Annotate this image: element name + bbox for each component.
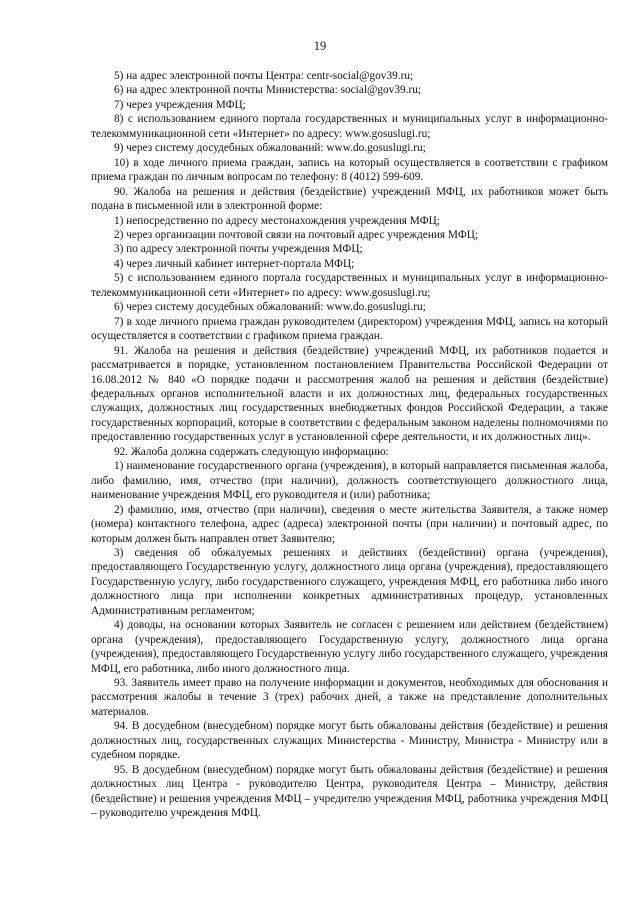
paragraph: 95. В досудебном (внесудебном) порядке могут быть обжалованы действия (бездействие) и решения должностных лиц Центра - руководителю Центра, руководителя Центра – Министру, действия (бездействие) и решения учреждения МФЦ – учредителю учреждения МФЦ, работника учреждения МФЦ – руководителю учреждения МФЦ. xyxy=(91,763,608,820)
paragraph: 8) с использованием единого портала государственных и муниципальных услуг в информационно-телекоммуникационной сети «Интернет» по адресу: www.gosuslugi.ru; xyxy=(91,113,608,140)
paragraph: 4) через личный кабинет интернет-портала МФЦ; xyxy=(114,257,355,270)
paragraph: 4) доводы, на основании которых Заявитель не согласен с решением или действием (бездействием) органа (учреждения), предоставляющего Государственную услугу, должностного лица органа (учреждения), предоставляющего Государственную услугу либо государственного служащего, учреждения МФЦ, его работника, либо иного должностного лица. xyxy=(91,619,608,675)
paragraph: 5) на адрес электронной почты Центра: centr-social@gov39.ru; xyxy=(114,70,414,82)
paragraph: 94. В досудебном (внесудебном) порядке могут быть обжалованы действия (бездействие) и решения должностных лиц, государственных служащих Министерства - Министру, Министра - Министру или в судебном порядке. xyxy=(91,720,608,762)
document-body xyxy=(91,69,608,821)
paragraph: 1) непосредственно по адресу местонахождения учреждения МФЦ; xyxy=(114,214,440,227)
paragraph: 91. Жалоба на решения и действия (бездействие) учреждений МФЦ, их работников подается и рассматривается в порядке, установленном постановлением Правительства Российской Федерации от 16.08.2012 № 840 «О порядке подачи и рассмотрения жалоб на решения и действия (бездействие) федеральных органов исполнительной власти и их должностных лиц, федеральных государственных служащих, должностных лиц государственных внебюджетных фондов Российской Федерации, а также государственных корпораций, которые в соответствии с федеральным законом наделены полномочиями по предоставлению государственных услуг в установленной сфере деятельности, и их должностных лиц». xyxy=(91,344,608,444)
paragraph: 9) через систему досудебных обжалований: www.do.gosuslugi.ru; xyxy=(114,142,426,155)
paragraph: 90. Жалоба на решения и действия (бездействие) учреждений МФЦ, их работников может быть подана в письменной или в электронной форме: xyxy=(91,185,608,213)
paragraph: 6) на адрес электронной почты Министерства: social@gov39.ru; xyxy=(114,84,421,97)
paragraph: 2) через организации почтовой связи на почтовый адрес учреждения МФЦ; xyxy=(114,228,479,241)
paragraph: 3) сведения об обжалуемых решениях и действиях (бездействии) органа (учреждения), предоставляющего Государственную услугу, должностного лица органа (учреждения), предоставляющего Государственную услугу, либо государственного служащего, учреждения МФЦ, его работника либо иного должностного лица при исполнении конкретных административных процедур, установленных Административным регламентом; xyxy=(91,546,608,617)
paragraph: 1) наименование государственного органа (учреждения), в который направляется письменная жалоба, либо фамилию, имя, отчество (при наличии), должность соответствующего должностного лица, наименование учреждения МФЦ, его руководителя и (или) работника; xyxy=(91,460,608,502)
paragraph: 10) в ходе личного приема граждан, запись на который осуществляется в соответствии с графиком приема граждан по личным вопросам по телефону: 8 (4012) 599-609. xyxy=(91,156,608,184)
paragraph: 92. Жалоба должна содержать следующую информацию: xyxy=(114,445,389,458)
paragraph: 2) фамилию, имя, отчество (при наличии), сведения о месте жительства Заявителя, а также номер (номера) контактного телефона, адрес (адреса) электронной почты (при наличии) и почтовый адрес, по которым должен быть направлен ответ Заявителю; xyxy=(91,503,608,545)
paragraph: 93. Заявитель имеет право на получение информации и документов, необходимых для обоснования и рассмотрения жалобы в течение 3 (трех) рабочих дней, а также на представление дополнительных материалов. xyxy=(91,677,608,718)
paragraph: 6) через систему досудебных обжалований: www.do.gosuslugi.ru; xyxy=(114,301,426,314)
paragraph: 3) по адресу электронной почты учреждения МФЦ; xyxy=(114,243,363,256)
paragraph: 7) через учреждения МФЦ; xyxy=(114,98,246,111)
page-number: 19 xyxy=(313,39,327,53)
paragraph: 5) с использованием единого портала государственных и муниципальных услуг в информационно-телекоммуникационной сети «Интернет» по адресу: www.gosuslugi.ru; xyxy=(91,272,608,299)
paragraph: 7) в ходе личного приема граждан руководителем (директором) учреждения МФЦ, запись на который осуществляется в соответствии с графиком приема граждан. xyxy=(91,315,608,343)
